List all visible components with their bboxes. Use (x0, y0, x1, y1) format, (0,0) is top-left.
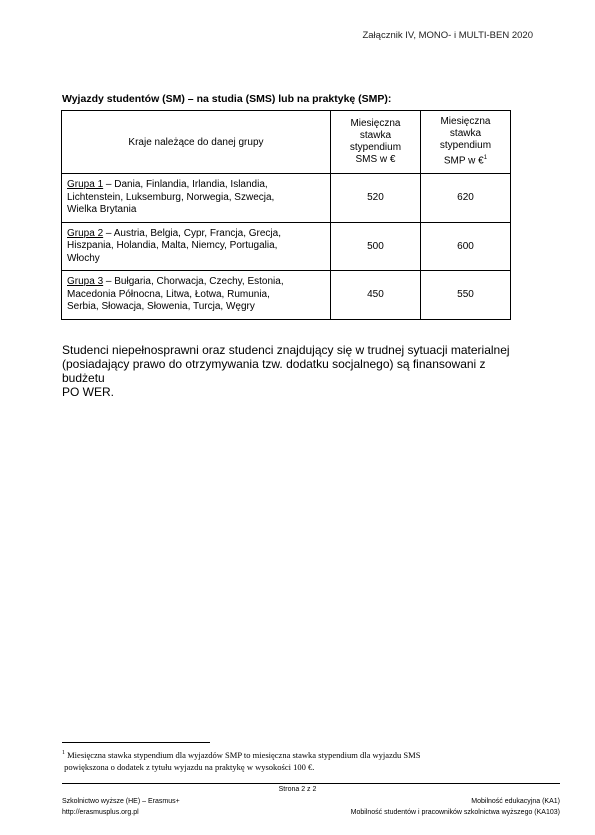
group-name: Grupa 2 (67, 227, 104, 239)
smp-rate-cell: 550 (420, 271, 510, 320)
footnote-mark: 1 (483, 155, 488, 162)
footnote-line: Miesięczna stawka stypendium dla wyjazdów SMP to miesięczna stawka stypendium dla wyjazdu SMS (67, 749, 421, 760)
footer-program: Szkolnictwo wyższe (HE) – Erasmus+ (62, 798, 180, 805)
table-row (62, 174, 511, 223)
paragraph-line: (posiadający prawo do otrzymywania tzw. dodatku socjalnego) są finansowani z (62, 357, 486, 371)
smp-rate-cell: 620 (420, 174, 510, 223)
smp-rate-cell: 600 (420, 222, 510, 271)
annex-header: Załącznik IV, MONO- i MULTI-BEN 2020 (362, 30, 533, 41)
disability-funding-paragraph (62, 343, 534, 399)
table-row (62, 222, 511, 271)
footer-subaction: Mobilność studentów i pracowników szkolnictwa wyższego (KA103) (350, 809, 560, 816)
footnote-number: 1 (62, 750, 65, 756)
table-caption: Wyjazdy studentów (SM) – na studia (SMS) lub na praktykę (SMP): (62, 93, 392, 105)
paragraph-line: budżetu (62, 371, 105, 385)
paragraph-line: PO WER. (62, 385, 115, 399)
footnote-divider (62, 742, 210, 743)
stipend-rates-table (61, 110, 511, 320)
footnote-line: powiększona o dodatek z tytułu wyjazdu na praktykę w wysokości 100 €. (64, 761, 315, 772)
group-countries-cell: Grupa 3 – Bułgaria, Chorwacja, Czechy, Estonia, Macedonia Północna, Litwa, Łotwa, Rumunia, Serbia, Słowacja, Słowenia, Turcja, Węgry (62, 271, 331, 320)
footer-left (62, 796, 180, 818)
sms-rate-cell: 450 (330, 271, 420, 320)
group-countries-cell: Grupa 2 – Austria, Belgia, Cypr, Francja, Grecja, Hiszpania, Holandia, Malta, Niemcy, Portugalia, Włochy (62, 222, 331, 271)
header-sms-rate: Miesięczna stawka stypendium SMS w € (330, 111, 420, 174)
paragraph-line: Studenci niepełnosprawni oraz studenci znajdujący się w trudnej sytuacji materialnej (62, 343, 510, 357)
group-name: Grupa 3 (67, 276, 104, 287)
sms-rate-cell: 520 (330, 174, 420, 223)
sms-rate-cell: 500 (330, 222, 420, 271)
group-countries-cell: Grupa 1 – Dania, Finlandia, Irlandia, Islandia, Lichtenstein, Luksemburg, Norwegia, Szwecja, Wielka Brytania (62, 174, 331, 223)
table-row (62, 271, 511, 320)
footer-divider (62, 783, 560, 784)
group-name: Grupa 1 (67, 179, 104, 190)
footer-action: Mobilność edukacyjna (KA1) (471, 798, 560, 805)
footnote (62, 747, 532, 773)
footer-url: http://erasmusplus.org.pl (62, 809, 139, 816)
footer-right (351, 796, 560, 818)
page-number: Strona 2 z 2 (278, 786, 317, 793)
header-smp-rate: Miesięczna stawka stypendium SMP w €$^1$ (420, 111, 510, 174)
table-header-row (62, 111, 511, 174)
header-countries: Kraje należące do danej grupy (62, 111, 331, 174)
